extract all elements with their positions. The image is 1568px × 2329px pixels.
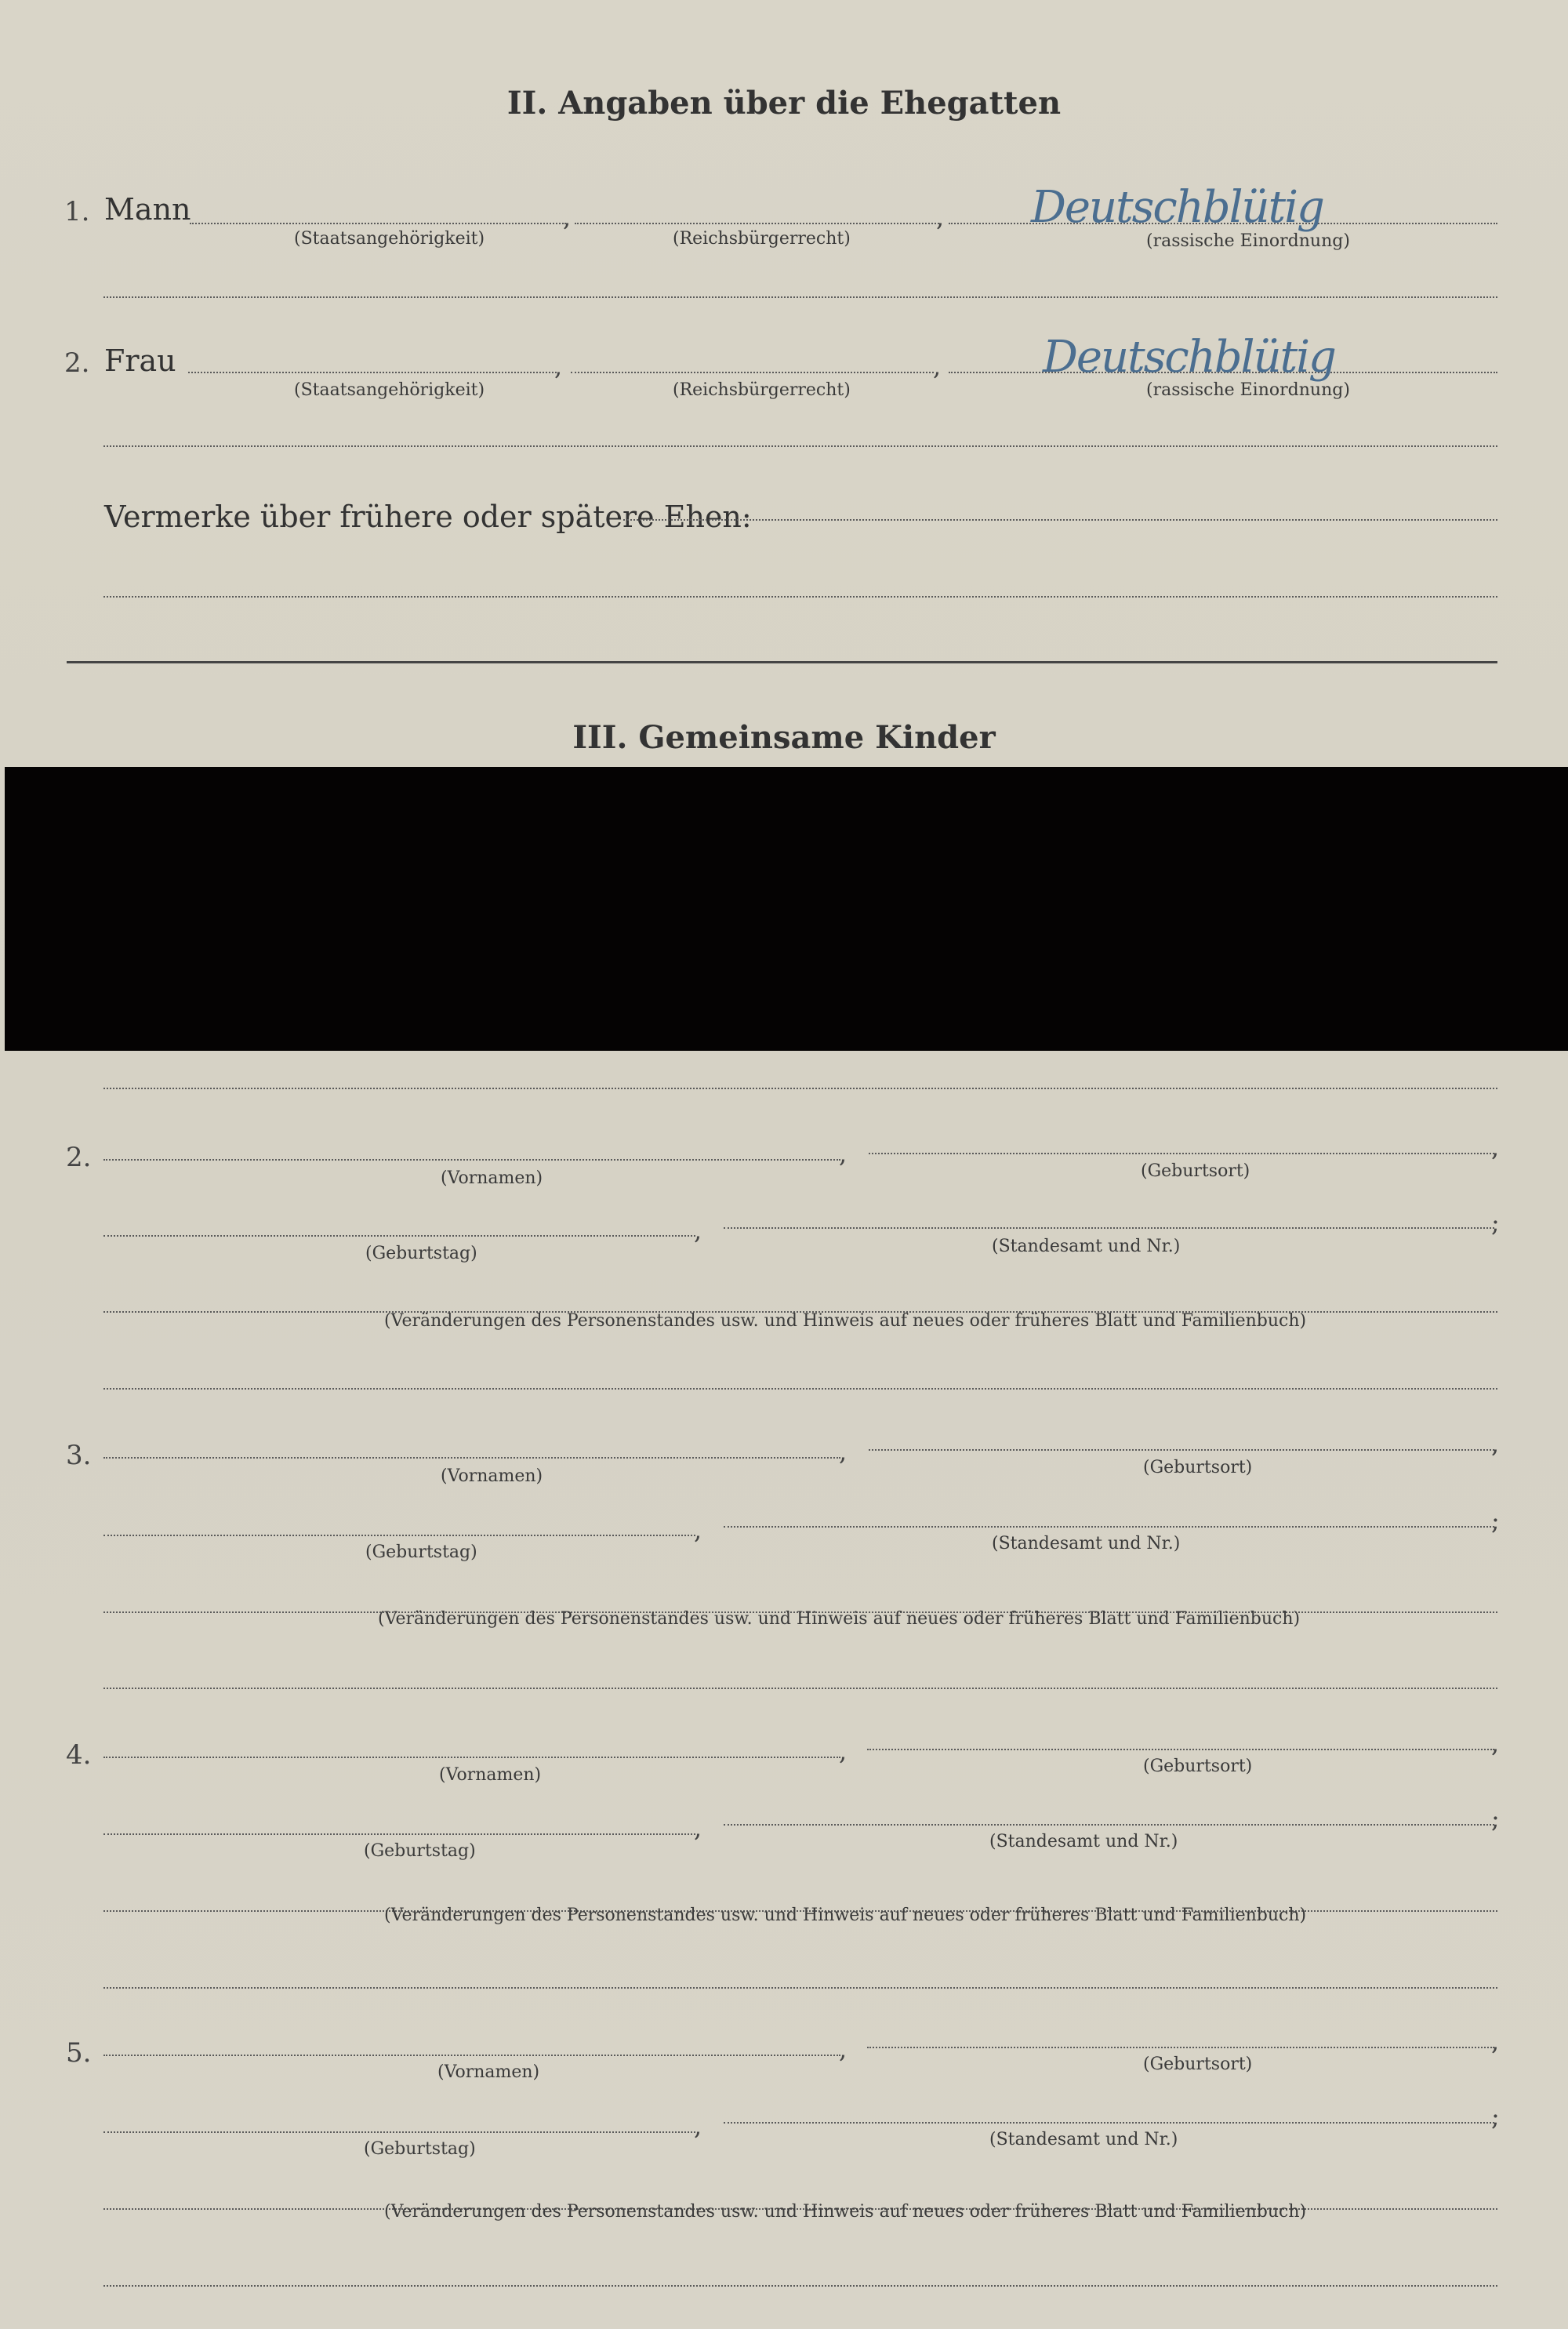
woman-extra-line[interactable] <box>103 445 1497 447</box>
notes-line-1[interactable] <box>623 519 1497 521</box>
child-4-birthplace-caption: (Geburtsort) <box>1143 1757 1253 1776</box>
child-3-changes-line-2[interactable] <box>103 1688 1497 1689</box>
man-citizenship-caption: (Staatsangehörigkeit) <box>294 229 485 249</box>
child-4-names-line[interactable] <box>103 1757 840 1758</box>
child-3-names-caption: (Vornamen) <box>441 1466 543 1486</box>
comma: , <box>1491 2026 1500 2056</box>
child-2-number: 2. <box>66 1142 92 1173</box>
comma: , <box>1491 1132 1500 1162</box>
comma: , <box>839 1736 848 1766</box>
comma: , <box>839 2034 848 2064</box>
child-3-number: 3. <box>66 1440 92 1471</box>
child-5-changes-line-2[interactable] <box>103 2285 1497 2287</box>
child-4-changes-line-2[interactable] <box>103 1987 1497 1989</box>
child-3-birthday-caption: (Geburtstag) <box>365 1542 477 1562</box>
woman-citizenship-caption: (Staatsangehörigkeit) <box>294 380 485 400</box>
woman-reich-caption: (Reichsbürgerrecht) <box>673 380 851 400</box>
child-1-changes-line[interactable] <box>103 1088 1497 1089</box>
child-5-registry-line[interactable] <box>724 2122 1494 2124</box>
man-racial-caption: (rassische Einordnung) <box>1146 231 1350 251</box>
comma: , <box>694 1215 702 1245</box>
man-racial-value: Deutschblütig <box>1031 182 1323 233</box>
comma: , <box>839 1437 848 1466</box>
comma: , <box>1491 1429 1500 1459</box>
redaction-bar <box>5 767 1568 1051</box>
child-3-registry-caption: (Standesamt und Nr.) <box>992 1534 1181 1553</box>
child-4-birthplace-line[interactable] <box>867 1749 1494 1750</box>
child-2-birthday-caption: (Geburtstag) <box>365 1244 477 1263</box>
man-number: 1. <box>64 196 90 227</box>
man-reich-caption: (Reichsbürgerrecht) <box>673 229 851 249</box>
child-2-changes-caption: (Veränderungen des Personenstandes usw. und Hinweis auf neues oder früheres Blatt und Familienbuch) <box>384 1311 1307 1331</box>
child-5-names-line[interactable] <box>103 2055 840 2056</box>
child-3-birthplace-caption: (Geburtsort) <box>1143 1458 1253 1477</box>
child-5-birthplace-caption: (Geburtsort) <box>1143 2055 1253 2074</box>
woman-citizenship-line[interactable] <box>188 372 557 373</box>
man-label: Mann <box>104 192 191 227</box>
man-reich-line[interactable] <box>575 223 939 224</box>
man-citizenship-line[interactable] <box>190 223 566 224</box>
semicolon: ; <box>1491 1804 1500 1833</box>
child-5-names-caption: (Vornamen) <box>437 2062 540 2082</box>
child-5-birthplace-line[interactable] <box>867 2047 1494 2048</box>
section-2-heading: II. Angaben über die Ehegatten <box>506 85 1062 122</box>
comma: , <box>694 1813 702 1843</box>
comma: , <box>554 351 563 381</box>
child-5-registry-caption: (Standesamt und Nr.) <box>989 2130 1178 2149</box>
section-3-heading: III. Gemeinsame Kinder <box>572 719 996 756</box>
child-3-birthday-line[interactable] <box>103 1535 695 1536</box>
child-3-names-line[interactable] <box>103 1457 840 1459</box>
comma: , <box>694 1515 702 1545</box>
child-2-birthday-line[interactable] <box>103 1235 695 1237</box>
comma: , <box>1491 1728 1500 1758</box>
comma: , <box>933 351 942 381</box>
child-2-names-line[interactable] <box>103 1159 840 1161</box>
woman-reich-line[interactable] <box>571 372 934 373</box>
comma: , <box>694 2111 702 2141</box>
comma: , <box>563 202 572 232</box>
child-4-registry-line[interactable] <box>724 1824 1494 1826</box>
semicolon: ; <box>1491 1506 1500 1535</box>
comma: , <box>936 202 945 232</box>
child-2-changes-line-2[interactable] <box>103 1388 1497 1390</box>
woman-label: Frau <box>104 343 176 378</box>
child-4-birthday-line[interactable] <box>103 1833 695 1835</box>
notes-line-2[interactable] <box>103 596 1497 598</box>
notes-label: Vermerke über frühere oder spätere Ehen: <box>104 500 752 534</box>
child-2-registry-caption: (Standesamt und Nr.) <box>992 1237 1181 1256</box>
woman-racial-value: Deutschblütig <box>1043 332 1335 383</box>
man-extra-line[interactable] <box>103 296 1497 298</box>
semicolon: ; <box>1491 2102 1500 2131</box>
semicolon: ; <box>1491 1208 1500 1237</box>
woman-number: 2. <box>64 347 90 379</box>
child-4-birthday-caption: (Geburtstag) <box>364 1841 476 1861</box>
child-2-birthplace-caption: (Geburtsort) <box>1141 1161 1250 1181</box>
child-3-changes-caption: (Veränderungen des Personenstandes usw. und Hinweis auf neues oder früheres Blatt und Familienbuch) <box>378 1609 1301 1629</box>
woman-racial-caption: (rassische Einordnung) <box>1146 380 1350 400</box>
child-3-registry-line[interactable] <box>724 1526 1494 1528</box>
child-4-number: 4. <box>66 1739 92 1771</box>
child-3-birthplace-line[interactable] <box>869 1449 1494 1451</box>
comma: , <box>839 1139 848 1168</box>
child-2-registry-line[interactable] <box>724 1227 1494 1229</box>
section-divider <box>67 661 1497 663</box>
child-5-changes-caption: (Veränderungen des Personenstandes usw. und Hinweis auf neues oder früheres Blatt und Familienbuch) <box>384 2202 1307 2222</box>
child-4-registry-caption: (Standesamt und Nr.) <box>989 1832 1178 1851</box>
child-4-names-caption: (Vornamen) <box>439 1765 542 1785</box>
child-5-number: 5. <box>66 2037 92 2069</box>
child-5-birthday-line[interactable] <box>103 2131 695 2133</box>
child-2-names-caption: (Vornamen) <box>441 1168 543 1188</box>
child-2-birthplace-line[interactable] <box>869 1153 1494 1154</box>
child-5-birthday-caption: (Geburtstag) <box>364 2139 476 2159</box>
child-4-changes-caption: (Veränderungen des Personenstandes usw. und Hinweis auf neues oder früheres Blatt und Familienbuch) <box>384 1906 1307 1925</box>
